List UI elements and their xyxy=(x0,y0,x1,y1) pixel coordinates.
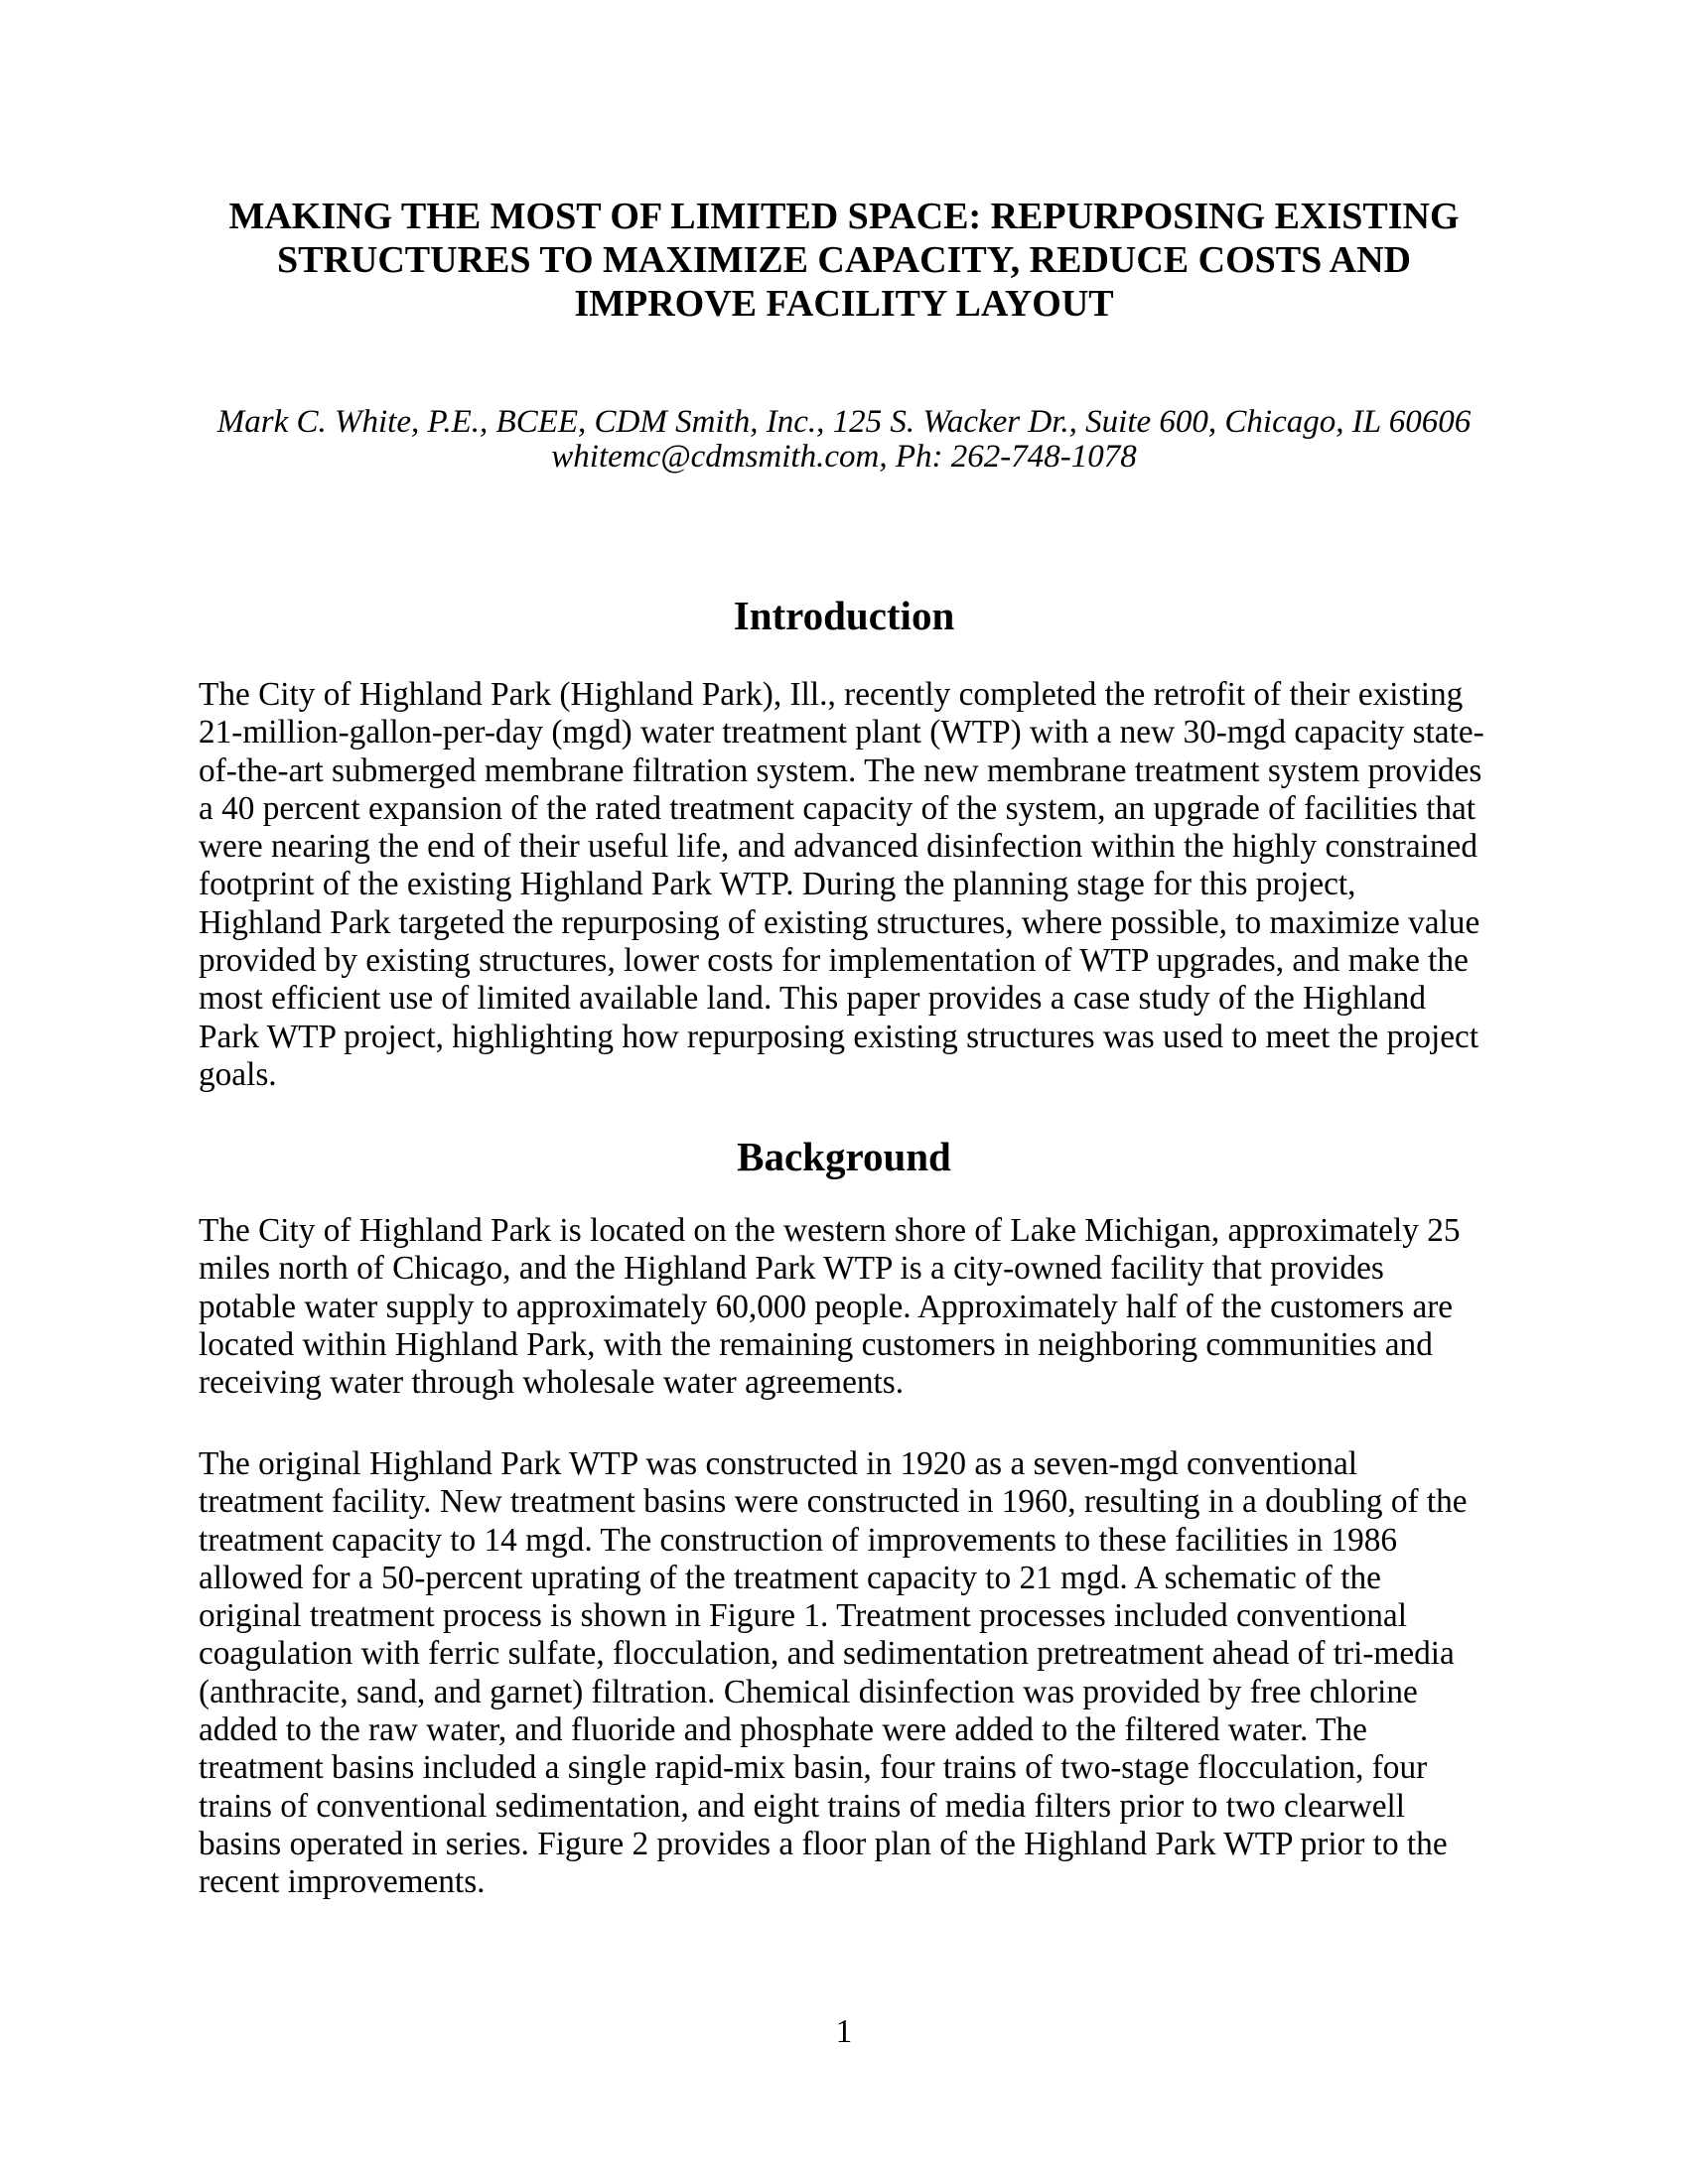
paragraph-line: were nearing the end of their useful life, and advanced disinfection within the highly constrained xyxy=(199,828,1477,866)
background-paragraph-2 xyxy=(199,1445,1489,1902)
paragraph-line: treatment basins included a single rapid-mix basin, four trains of two-stage flocculation, four xyxy=(199,1749,1428,1787)
section-heading-introduction: Introduction xyxy=(733,593,955,638)
document-title xyxy=(199,195,1489,326)
author-info xyxy=(199,405,1489,475)
paragraph-line: most efficient use of limited available land. This paper provides a case study of the Highland xyxy=(199,980,1426,1018)
paragraph-line: coagulation with ferric sulfate, flocculation, and sedimentation pretreatment ahead of tri-media xyxy=(199,1635,1455,1673)
paragraph-line: basins operated in series. Figure 2 provides a floor plan of the Highland Park WTP prior to the xyxy=(199,1825,1448,1862)
paragraph-line: Highland Park targeted the repurposing of existing structures, where possible, to maximize value xyxy=(199,903,1480,941)
paragraph-line: recent improvements. xyxy=(199,1863,486,1901)
background-paragraph-1 xyxy=(199,1212,1489,1402)
title-line: STRUCTURES TO MAXIMIZE CAPACITY, REDUCE COSTS AND xyxy=(277,239,1411,281)
paragraph-line: 21-million-gallon-per-day (mgd) water treatment plant (WTP) with a new 30-mgd capacity state- xyxy=(199,714,1484,751)
paragraph-line: footprint of the existing Highland Park WTP. During the planning stage for this project, xyxy=(199,866,1356,903)
title-line: IMPROVE FACILITY LAYOUT xyxy=(574,283,1114,325)
paragraph-line: goals. xyxy=(199,1055,277,1093)
paragraph-line: a 40 percent expansion of the rated treatment capacity of the system, an upgrade of facilities that xyxy=(199,789,1477,827)
author-contact-line: whitemc@cdmsmith.com, Ph: 262-748-1078 xyxy=(551,439,1137,475)
page-number: 1 xyxy=(835,2013,853,2050)
author-affiliation-line: Mark C. White, P.E., BCEE, CDM Smith, Inc., 125 S. Wacker Dr., Suite 600, Chicago, IL 60606 xyxy=(216,404,1472,440)
paragraph-line: original treatment process is shown in Figure 1. Treatment processes included conventional xyxy=(199,1597,1407,1635)
paragraph-line: The original Highland Park WTP was constructed in 1920 as a seven-mgd conventional xyxy=(199,1445,1357,1482)
paragraph-line: potable water supply to approximately 60,000 people. Approximately half of the customers are xyxy=(199,1288,1454,1325)
paragraph-line: located within Highland Park, with the remaining customers in neighboring communities and xyxy=(199,1325,1433,1363)
title-line: MAKING THE MOST OF LIMITED SPACE: REPURPOSING EXISTING xyxy=(228,196,1460,237)
paragraph-line: The City of Highland Park (Highland Park), Ill., recently completed the retrofit of their existing xyxy=(199,676,1464,713)
paragraph-line: allowed for a 50-percent uprating of the treatment capacity to 21 mgd. A schematic of the xyxy=(199,1559,1381,1596)
introduction-paragraph xyxy=(199,676,1489,1094)
paragraph-line: Park WTP project, highlighting how repurposing existing structures was used to meet the project xyxy=(199,1018,1479,1055)
paragraph-line: The City of Highland Park is located on the western shore of Lake Michigan, approximately 25 xyxy=(199,1212,1461,1249)
paragraph-line: (anthracite, sand, and garnet) filtration. Chemical disinfection was provided by free chlorine xyxy=(199,1673,1418,1710)
paragraph-line: trains of conventional sedimentation, and eight trains of media filters prior to two clearwell xyxy=(199,1787,1405,1825)
paragraph-line: miles north of Chicago, and the Highland Park WTP is a city-owned facility that provides xyxy=(199,1250,1384,1288)
paragraph-line: added to the raw water, and fluoride and phosphate were added to the filtered water. The xyxy=(199,1711,1367,1749)
paragraph-line: receiving water through wholesale water agreements. xyxy=(199,1364,905,1402)
paragraph-line: of-the-art submerged membrane filtration system. The new membrane treatment system provides xyxy=(199,751,1482,789)
paragraph-line: provided by existing structures, lower costs for implementation of WTP upgrades, and make the xyxy=(199,942,1469,980)
paragraph-line: treatment facility. New treatment basins were constructed in 1960, resulting in a doubling of the xyxy=(199,1483,1468,1521)
section-heading-background: Background xyxy=(737,1134,951,1179)
paragraph-line: treatment capacity to 14 mgd. The construction of improvements to these facilities in 1986 xyxy=(199,1521,1398,1559)
